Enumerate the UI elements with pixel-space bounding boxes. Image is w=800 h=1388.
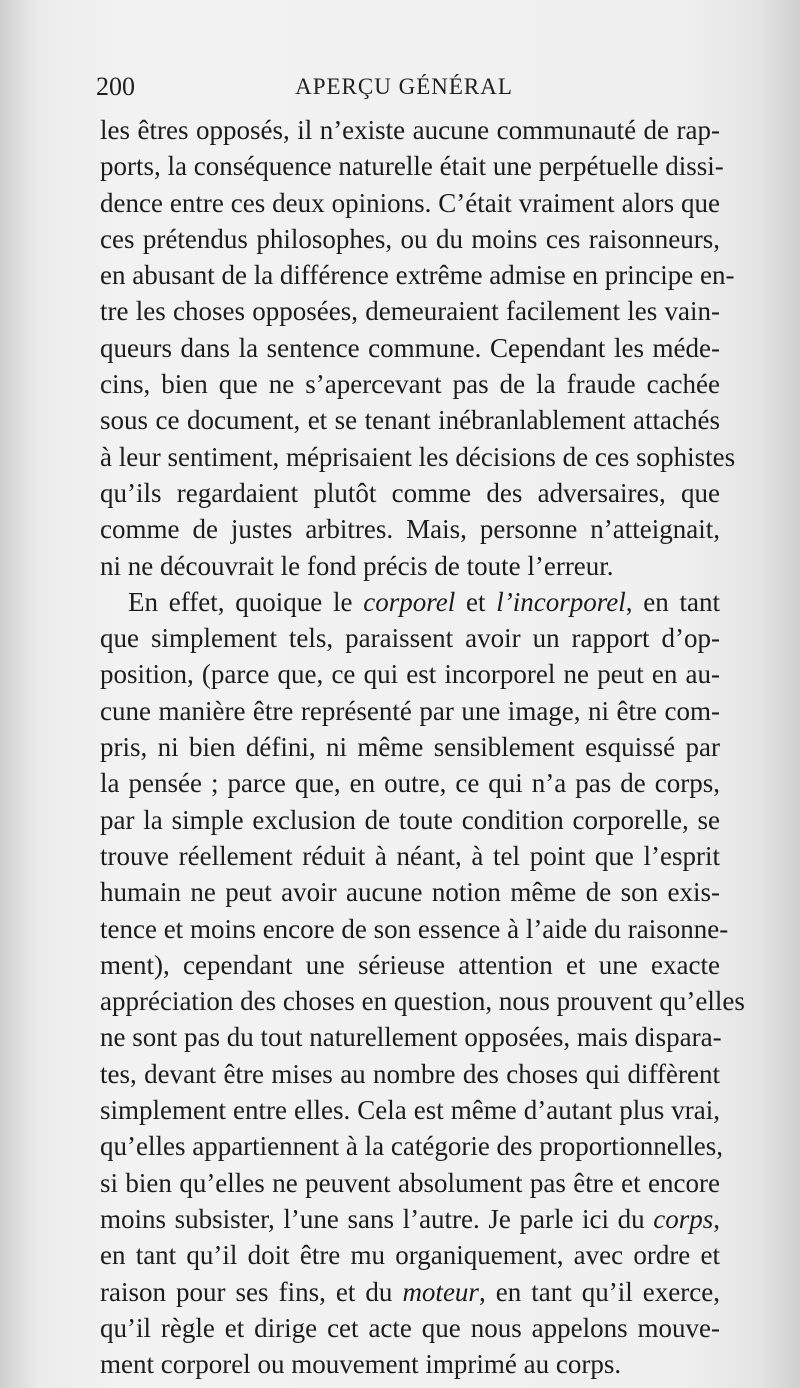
body-text [84,112,745,1382]
text-line: dence entre ces deux opinions. C’était vraiment alors que [100,187,720,218]
text-line: position, (parce que, ce qui est incorporel ne peut en au- [100,659,720,690]
running-head: APERÇU GÉNÉRAL [295,74,513,99]
text-segment: En effet, quoique le [128,586,364,617]
page-header [84,72,724,112]
italic-term: corporel [363,586,456,617]
text-line [84,1201,724,1237]
text-line: trouve réellement réduit à néant, à tel point que l’esprit [100,840,720,871]
text-line: queurs dans la sentence commune. Cependant les méde- [100,332,720,363]
text-segment: , en tant qu’il exerce, [478,1276,720,1307]
text-line: qu’il règle et dirige cet acte que nous appelons mouve- [100,1312,720,1343]
text-line: les êtres opposés, il n’existe aucune communauté de rap- [100,115,720,145]
text-line: cune manière être représenté par une image, ni être com- [100,695,720,726]
text-segment: , [713,1203,720,1234]
text-line: qu’ils regardaient plutôt comme des adversaires, que [100,477,720,508]
text-segment: raison pour ses fins, et du [100,1276,403,1307]
text-line: pris, ni bien défini, ni même sensiblement esquissé par [100,732,720,763]
text-line: tes, devant être mises au nombre des choses qui diffèrent [100,1058,720,1089]
text-line: ces prétendus philosophes, ou du moins ces raisonneurs, [100,223,720,254]
text-line: appréciation des choses en question, nous prouvent qu’elles [100,986,745,1017]
text-line: en abusant de la différence extrême admise en principe en- [100,260,735,291]
text-segment: et [455,586,497,617]
text-line: ports, la conséquence naturelle était une perpétuelle dissi- [100,151,724,182]
text-line: la pensée ; parce que, en outre, ce qui n’a pas de corps, [100,768,720,799]
text-line: tre les choses opposées, demeuraient facilement les vain- [100,296,720,327]
text-line-paragraph-start [84,584,724,620]
text-line: ment corporel ou mouvement imprimé au corps. [100,1349,622,1380]
text-line: sous ce document, et se tenant inébranlablement attachés [100,405,720,436]
text-line: en tant qu’il doit être mu organiquement, avec ordre et [100,1240,720,1271]
text-line: à leur sentiment, méprisaient les décisions de ces sophistes [100,441,736,472]
text-line: ne sont pas du tout naturellement opposées, mais dispara- [100,1022,722,1053]
text-line: par la simple exclusion de toute condition corporelle, se [100,804,720,835]
text-line: que simplement tels, paraissent avoir un rapport d’op- [100,623,720,654]
text-line: ment), cependant une sérieuse attention et une exacte [100,949,720,980]
text-segment: moins subsister, l’une sans l’autre. Je parle ici du [100,1203,654,1234]
text-line: simplement entre elles. Cela est même d’autant plus vrai, [100,1095,720,1126]
text-line: humain ne peut avoir aucune notion même de son exis- [100,877,720,908]
italic-term: moteur [402,1276,479,1307]
text-line: qu’elles appartiennent à la catégorie des proportionnelles, [100,1131,724,1162]
text-line: si bien qu’elles ne peuvent absolument pas être et encore [100,1167,720,1198]
text-line: comme de justes arbitres. Mais, personne n’atteignait, [100,514,720,545]
text-line: cins, bien que ne s’apercevant pas de la fraude cachée [100,369,720,400]
text-line: tence et moins encore de son essence à l’aide du raisonne- [100,913,729,944]
text-line: ni ne découvrait le fond précis de toute l’erreur. [100,550,614,581]
page-number: 200 [96,72,135,101]
italic-term: l’incorporel [496,586,626,617]
italic-term: corps [653,1203,714,1234]
text-line [84,1274,724,1310]
text-segment: , en tant [625,586,720,617]
